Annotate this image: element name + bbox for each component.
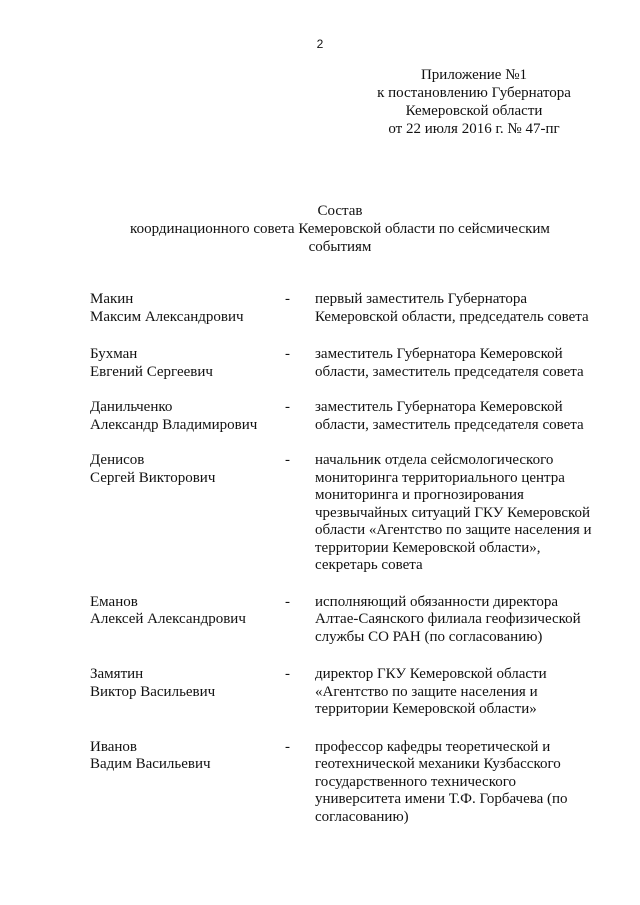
title-line: событиям (308, 239, 372, 255)
member-name (90, 452, 285, 575)
member-entry (90, 399, 600, 434)
role-line: заместитель Губернатора Кемеровской (315, 399, 563, 415)
member-role (315, 399, 600, 434)
member-role (315, 346, 600, 381)
member-surname: Иванов (90, 738, 137, 755)
role-line: области, заместитель председателя совета (315, 363, 584, 380)
role-line: области «Агентство по защите населения и (315, 522, 592, 538)
member-given-names: Виктор Васильевич (90, 683, 216, 700)
member-name (90, 346, 285, 381)
page-number: 2 (316, 37, 324, 51)
member-role (315, 666, 600, 719)
separator-dash: - (285, 593, 290, 610)
appendix-line: к постановлению Губернатора (377, 85, 571, 101)
appendix-line: Кемеровской области (405, 103, 543, 119)
title-line: координационного совета Кемеровской области по сейсмическим (130, 221, 550, 237)
separator-dash: - (285, 738, 290, 755)
separator-dash: - (285, 399, 290, 415)
member-surname: Еманов (90, 593, 138, 610)
role-line: области, заместитель председателя совета (315, 416, 584, 433)
member-role (315, 594, 600, 647)
member-entry (90, 666, 600, 719)
appendix-header (360, 66, 588, 138)
member-name (90, 399, 285, 434)
role-line: первый заместитель Губернатора (315, 291, 528, 307)
role-line: секретарь совета (315, 557, 423, 573)
member-given-names: Алексей Александрович (90, 611, 246, 627)
member-given-names: Александр Владимирович (90, 416, 258, 433)
member-surname: Замятин (90, 666, 144, 682)
document-title (90, 202, 590, 256)
member-surname: Бухман (90, 346, 138, 362)
member-entry (90, 291, 600, 326)
member-given-names: Сергей Викторович (90, 469, 216, 486)
member-surname: Макин (90, 291, 134, 307)
member-given-names: Вадим Васильевич (90, 756, 211, 772)
role-line: чрезвычайных ситуаций ГКУ Кемеровской (315, 504, 591, 521)
role-line: согласованию) (315, 808, 409, 825)
role-line: начальник отдела сейсмологического (315, 452, 554, 468)
appendix-line: от 22 июля 2016 г. № 47-пг (388, 121, 560, 137)
member-role (315, 291, 600, 326)
role-line: территории Кемеровской области» (315, 701, 537, 717)
member-name (90, 291, 285, 326)
member-given-names: Евгений Сергеевич (90, 363, 213, 380)
member-surname: Данильченко (90, 399, 173, 415)
separator-dash: - (285, 291, 290, 307)
role-line: директор ГКУ Кемеровской области (315, 666, 547, 682)
role-line: службы СО РАН (по согласованию) (315, 628, 543, 645)
members-list (90, 291, 600, 826)
member-entry (90, 739, 600, 827)
member-entry (90, 452, 600, 575)
role-line: мониторинга территориального центра (315, 469, 565, 486)
role-line: государственного технического (315, 773, 517, 790)
member-entry (90, 594, 600, 647)
role-line: Кемеровской области, председатель совета (315, 308, 589, 325)
title-line: Состав (317, 203, 363, 219)
role-line: заместитель Губернатора Кемеровской (315, 346, 563, 362)
member-role (315, 739, 600, 827)
separator-dash: - (285, 452, 290, 468)
role-line: территории Кемеровской области», (315, 539, 541, 556)
member-surname: Денисов (90, 452, 145, 468)
role-line: «Агентство по защите населения и (315, 683, 538, 700)
appendix-line: Приложение №1 (420, 67, 528, 83)
member-entry (90, 346, 600, 381)
role-line: Алтае-Саянского филиала геофизической (315, 611, 581, 627)
member-role (315, 452, 600, 575)
role-line: геотехнической механики Кузбасского (315, 756, 561, 772)
role-line: университета имени Т.Ф. Горбачева (по (315, 791, 568, 807)
member-name (90, 594, 285, 647)
member-given-names: Максим Александрович (90, 308, 244, 325)
member-name (90, 739, 285, 827)
separator-dash: - (285, 666, 290, 682)
member-name (90, 666, 285, 719)
separator-dash: - (285, 346, 290, 362)
role-line: исполняющий обязанности директора (315, 593, 559, 610)
role-line: профессор кафедры теоретической и (315, 738, 551, 755)
role-line: мониторинга и прогнозирования (315, 487, 524, 503)
